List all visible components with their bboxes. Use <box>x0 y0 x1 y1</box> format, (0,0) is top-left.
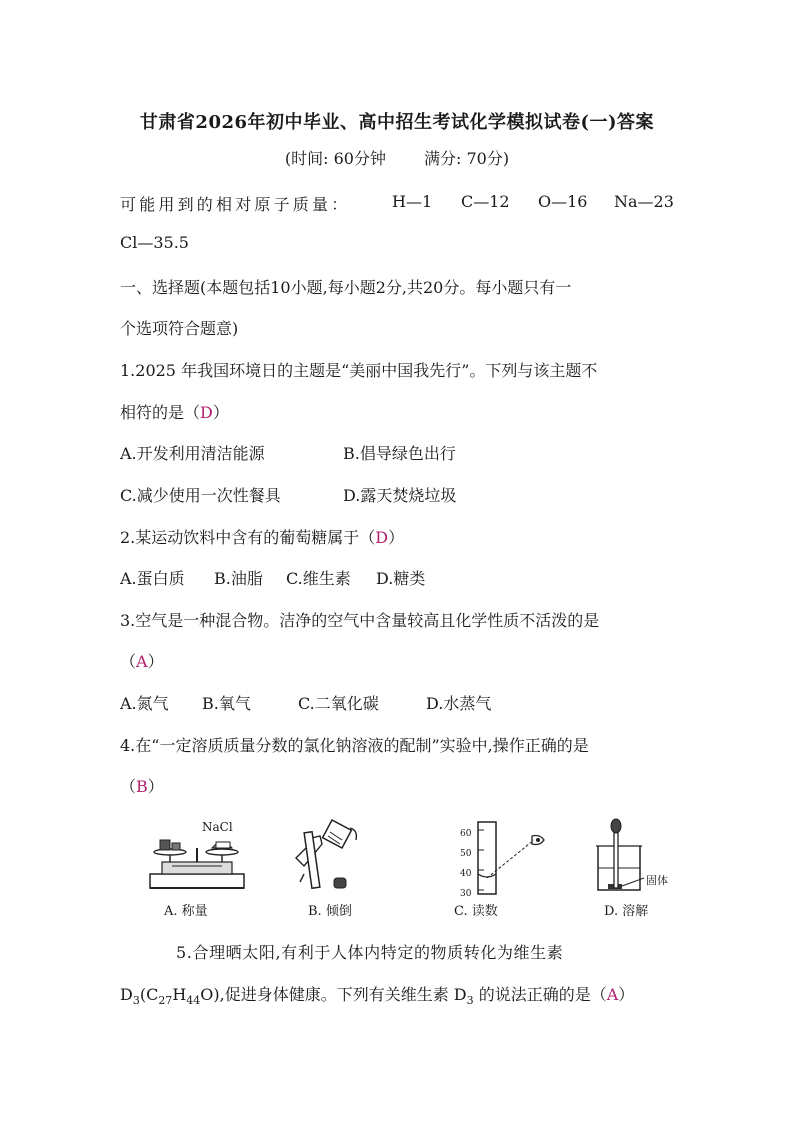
q3-option-a: A.氮气 <box>120 694 169 713</box>
atomic-mass-cl: Cl—35.5 <box>120 233 189 252</box>
q1-stem-cont: 相符的是（D） <box>120 403 229 422</box>
q4-answer: B <box>136 777 148 796</box>
q1-answer: D <box>200 403 213 422</box>
cylinder-ticks: 60 50 40 30 <box>460 829 472 899</box>
section1-heading-cont: 个选项符合题意) <box>120 319 239 338</box>
caption-b: B. 倾倒 <box>308 904 352 919</box>
caption-a: A. 称量 <box>164 904 208 919</box>
figure-d-dissolving <box>590 818 670 919</box>
exam-time: (时间: 60分钟 <box>284 149 386 168</box>
atomic-mass-na: Na—23 <box>614 192 674 211</box>
q5-stem: 5.合理晒太阳,有利于人体内特定的物质转化为维生素 <box>176 943 564 962</box>
q4-stem: 4.在“一定溶质质量分数的氯化钠溶液的配制”实验中,操作正确的是 <box>120 736 589 755</box>
exam-info <box>0 146 794 169</box>
q3-options <box>120 691 676 714</box>
q2-options <box>120 566 676 589</box>
q1-stem: 1.2025 年我国环境日的主题是“美丽中国我先行”。下列与该主题不 <box>120 361 598 380</box>
pouring-icon <box>290 818 370 898</box>
exam-score: 满分: 70分) <box>424 149 510 168</box>
q3-option-b: B.氧气 <box>202 694 251 713</box>
q2-option-d: D.糖类 <box>376 569 426 588</box>
q1-option-a: A.开发利用清洁能源 <box>120 444 265 463</box>
caption-d: D. 溶解 <box>604 904 649 919</box>
q3-option-d: D.水蒸气 <box>426 694 492 713</box>
atomic-mass-o: O—16 <box>538 192 588 211</box>
balance-icon <box>142 818 252 898</box>
q1-option-d: D.露天焚烧垃圾 <box>343 486 457 505</box>
q2-option-a: A.蛋白质 <box>120 569 185 588</box>
section1-heading: 一、选择题(本题包括10小题,每小题2分,共20分。每小题只有一 <box>120 278 572 297</box>
q3-option-c: C.二氧化碳 <box>298 694 379 713</box>
atomic-mass-h: H—1 <box>392 192 433 211</box>
q1-options-row2 <box>120 483 676 506</box>
q4-figures <box>120 818 676 918</box>
atomic-mass-c: C—12 <box>461 192 510 211</box>
q1-option-b: B.倡导绿色出行 <box>343 444 456 463</box>
nacl-label: NaCl <box>202 820 233 834</box>
q1-option-c: C.减少使用一次性餐具 <box>120 486 281 505</box>
caption-c: C. 读数 <box>454 904 498 919</box>
q3-stem: 3.空气是一种混合物。洁净的空气中含量较高且化学性质不活泼的是 <box>120 611 600 630</box>
atomic-mass-label: 可能用到的相对原子质量： <box>120 195 351 214</box>
solid-label: 固体 <box>646 874 668 887</box>
figure-a-balance <box>142 818 252 919</box>
figure-b-pouring <box>290 818 370 919</box>
q3-answer-line: （A） <box>120 652 164 671</box>
atomic-mass-line <box>120 192 676 215</box>
q2-option-b: B.油脂 <box>214 569 263 588</box>
q4-answer-line: （B） <box>120 777 164 796</box>
q5-stem-cont: $D_3(C_{27}H_{44}O)$,促进身体健康。下列有关维生素 $D_3$ 的说法正确的是（A） <box>120 985 635 1008</box>
figure-c-reading <box>450 818 550 919</box>
q2-answer: D <box>375 528 389 547</box>
page-title: 甘肃省2026年初中毕业、高中招生考试化学模拟试卷(一)答案 <box>139 112 655 133</box>
q2-option-c: C.维生素 <box>286 569 351 588</box>
q2-stem: 2.某运动饮料中含有的葡萄糖属于（D） <box>120 528 405 547</box>
q3-answer: A <box>136 652 148 671</box>
q1-options-row1 <box>120 441 676 464</box>
q5-answer: A <box>606 985 619 1004</box>
